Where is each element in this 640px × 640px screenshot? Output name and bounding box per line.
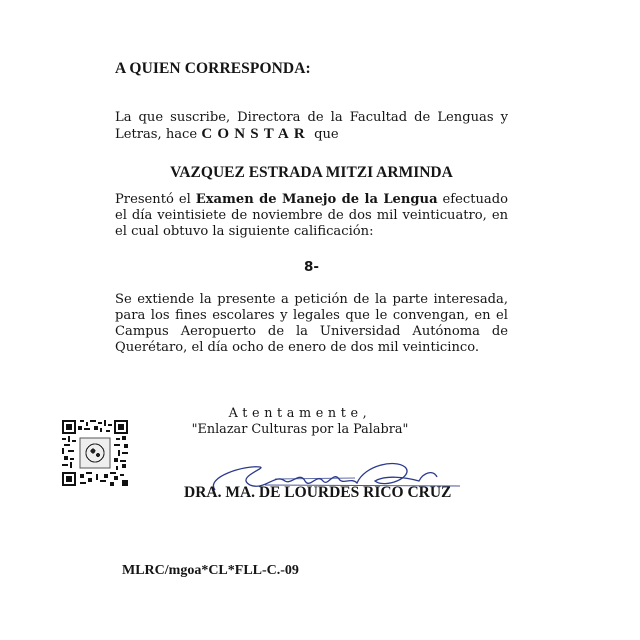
intro-text-end: que — [309, 127, 339, 142]
intro-text: La que suscribe, Directora de la Facultad de Lenguas y Letras, hace — [115, 110, 508, 142]
intro-paragraph — [115, 110, 508, 143]
student-name: VAZQUEZ ESTRADA MITZI ARMINDA — [170, 164, 453, 181]
reference-code: MLRC/mgoa*CL*FLL-C.-09 — [122, 563, 299, 578]
constar-emphasis: CONSTAR — [201, 126, 310, 142]
exam-text-end: efectuado el día veintisiete de noviembre de dos mil veinticuatro, en el cual obtuvo la siguiente calificación: — [115, 192, 508, 239]
closing-block — [180, 406, 420, 438]
exam-text: Presentó el — [115, 192, 196, 207]
qr-code-icon — [62, 420, 128, 486]
exam-name: Examen de Manejo de la Lengua — [195, 192, 438, 207]
regards-text: Atentamente, — [228, 406, 372, 421]
signer-name: DRA. MA. DE LOURDES RICO CRUZ — [184, 484, 452, 501]
grade: 8- — [304, 259, 319, 275]
exam-paragraph — [115, 192, 508, 240]
closing-paragraph: Se extiende la presente a petición de la parte interesada, para los fines escolares y legales que le convengan, en el Campus Aeropuerto de la Universidad Autónoma de Querétaro, el día ocho de enero de dos mil veinticinco. — [115, 292, 508, 355]
salutation: A QUIEN CORRESPONDA: — [115, 60, 311, 77]
motto-text: "Enlazar Culturas por la Palabra" — [191, 422, 409, 437]
